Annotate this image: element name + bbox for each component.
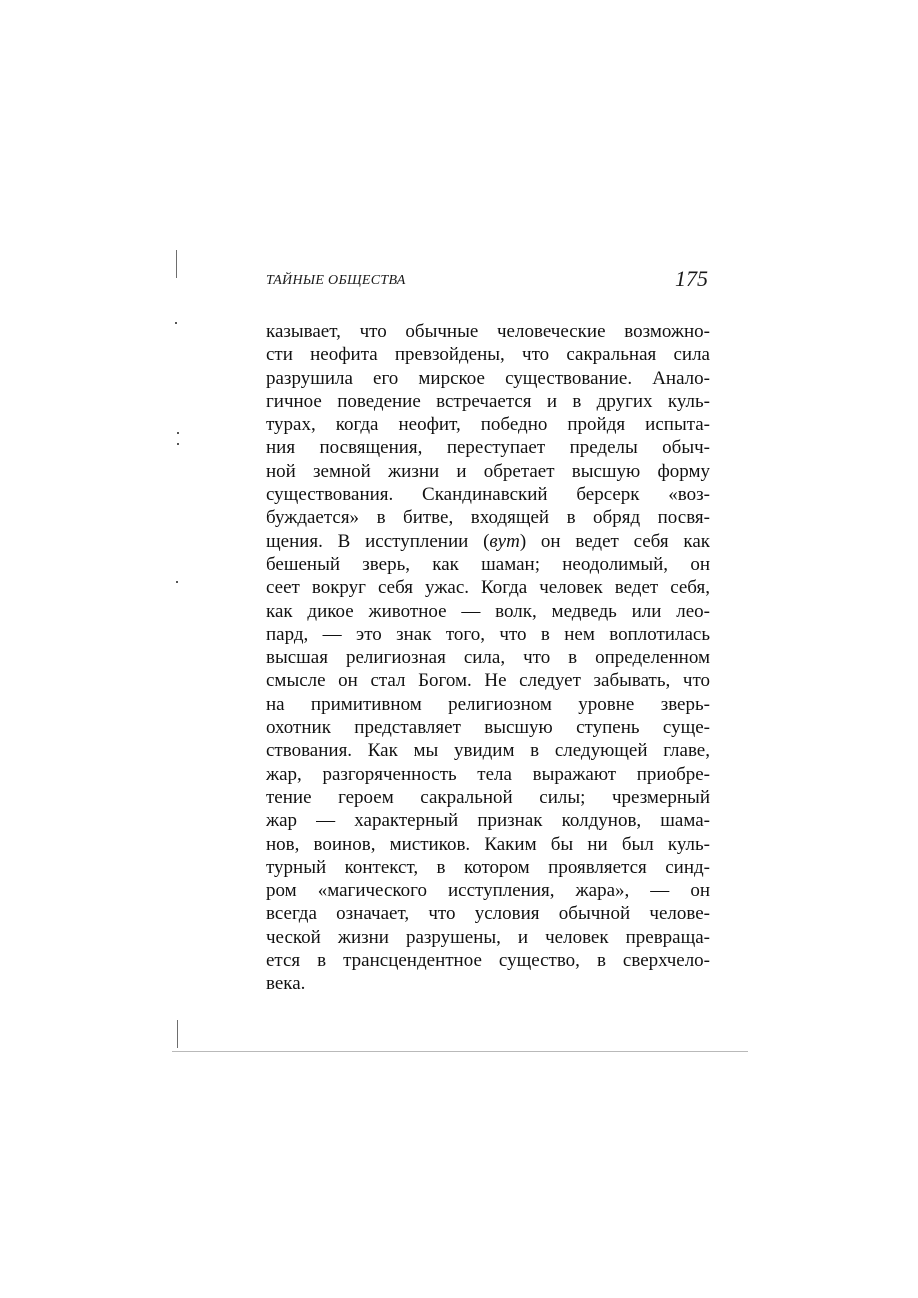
- text-line: сти неофита превзойдены, что сакральная сила: [266, 344, 710, 366]
- text-line: бешеный зверь, как шаман; неодолимый, он: [266, 553, 710, 575]
- text-line: ной земной жизни и обретает высшую форму: [266, 460, 710, 482]
- text-line: казывает, что обычные человеческие возможно-: [266, 321, 710, 342]
- text-line: разрушила его мирское существование. Анало-: [266, 367, 710, 389]
- text-line: ром «магического исступления, жара», — он: [266, 880, 710, 902]
- text-line: как дикое животное — волк, медведь или лео-: [266, 600, 710, 622]
- text-line: смысле он стал Богом. Не следует забывать, что: [266, 670, 710, 692]
- text-line: жар, разгоряченность тела выражают приобре-: [266, 763, 710, 785]
- text-line: пард, — это знак того, что в нем воплотилась: [266, 623, 710, 645]
- text-line: существования. Скандинавский берсерк «воз-: [266, 484, 710, 506]
- text-line: жар — характерный признак колдунов, шама-: [266, 810, 710, 832]
- text-line: ется в трансцендентное существо, в сверхчело-: [266, 950, 710, 972]
- text-line: века.: [266, 973, 306, 995]
- scan-margin-mark: [177, 1020, 178, 1048]
- text-line: сеет вокруг себя ужас. Когда человек ведет себя,: [266, 577, 710, 599]
- scan-margin-mark: [176, 250, 177, 278]
- text-line: турах, когда неофит, победно пройдя испыта-: [266, 414, 710, 436]
- text-line: ния посвящения, переступает пределы обыч-: [266, 437, 710, 459]
- text-line: турный контекст, в котором проявляется синд-: [266, 856, 710, 878]
- text-line: гичное поведение встречается и в других куль-: [266, 390, 710, 412]
- body-text: [266, 320, 710, 996]
- page-number: 175: [675, 266, 708, 291]
- page-bottom-rule: [172, 1051, 748, 1052]
- text-line: щения. В исступлении (вут) он ведет себя как: [266, 530, 710, 552]
- text-line: на примитивном религиозном уровне зверь-: [266, 693, 710, 715]
- text-line: всегда означает, что условия обычной челове-: [266, 903, 710, 925]
- text-line: ствования. Как мы увидим в следующей главе,: [266, 740, 710, 762]
- scan-speck: [177, 443, 179, 445]
- scan-speck: [176, 581, 178, 583]
- running-head: [266, 266, 708, 296]
- text-line: охотник представляет высшую ступень суще-: [266, 717, 710, 739]
- text-line: ческой жизни разрушены, и человек превраща-: [266, 926, 710, 948]
- text-line: тение героем сакральной силы; чрезмерный: [266, 786, 710, 808]
- italic-term: вут: [489, 530, 520, 552]
- text-line: высшая религиозная сила, что в определенном: [266, 647, 710, 669]
- text-line: буждается» в битве, входящей в обряд посвя-: [266, 507, 710, 529]
- scan-speck: [175, 322, 177, 324]
- scan-speck: [177, 432, 179, 434]
- text-line: нов, воинов, мистиков. Каким бы ни был куль-: [266, 833, 710, 855]
- running-title: ТАЙНЫЕ ОБЩЕСТВА: [266, 273, 406, 288]
